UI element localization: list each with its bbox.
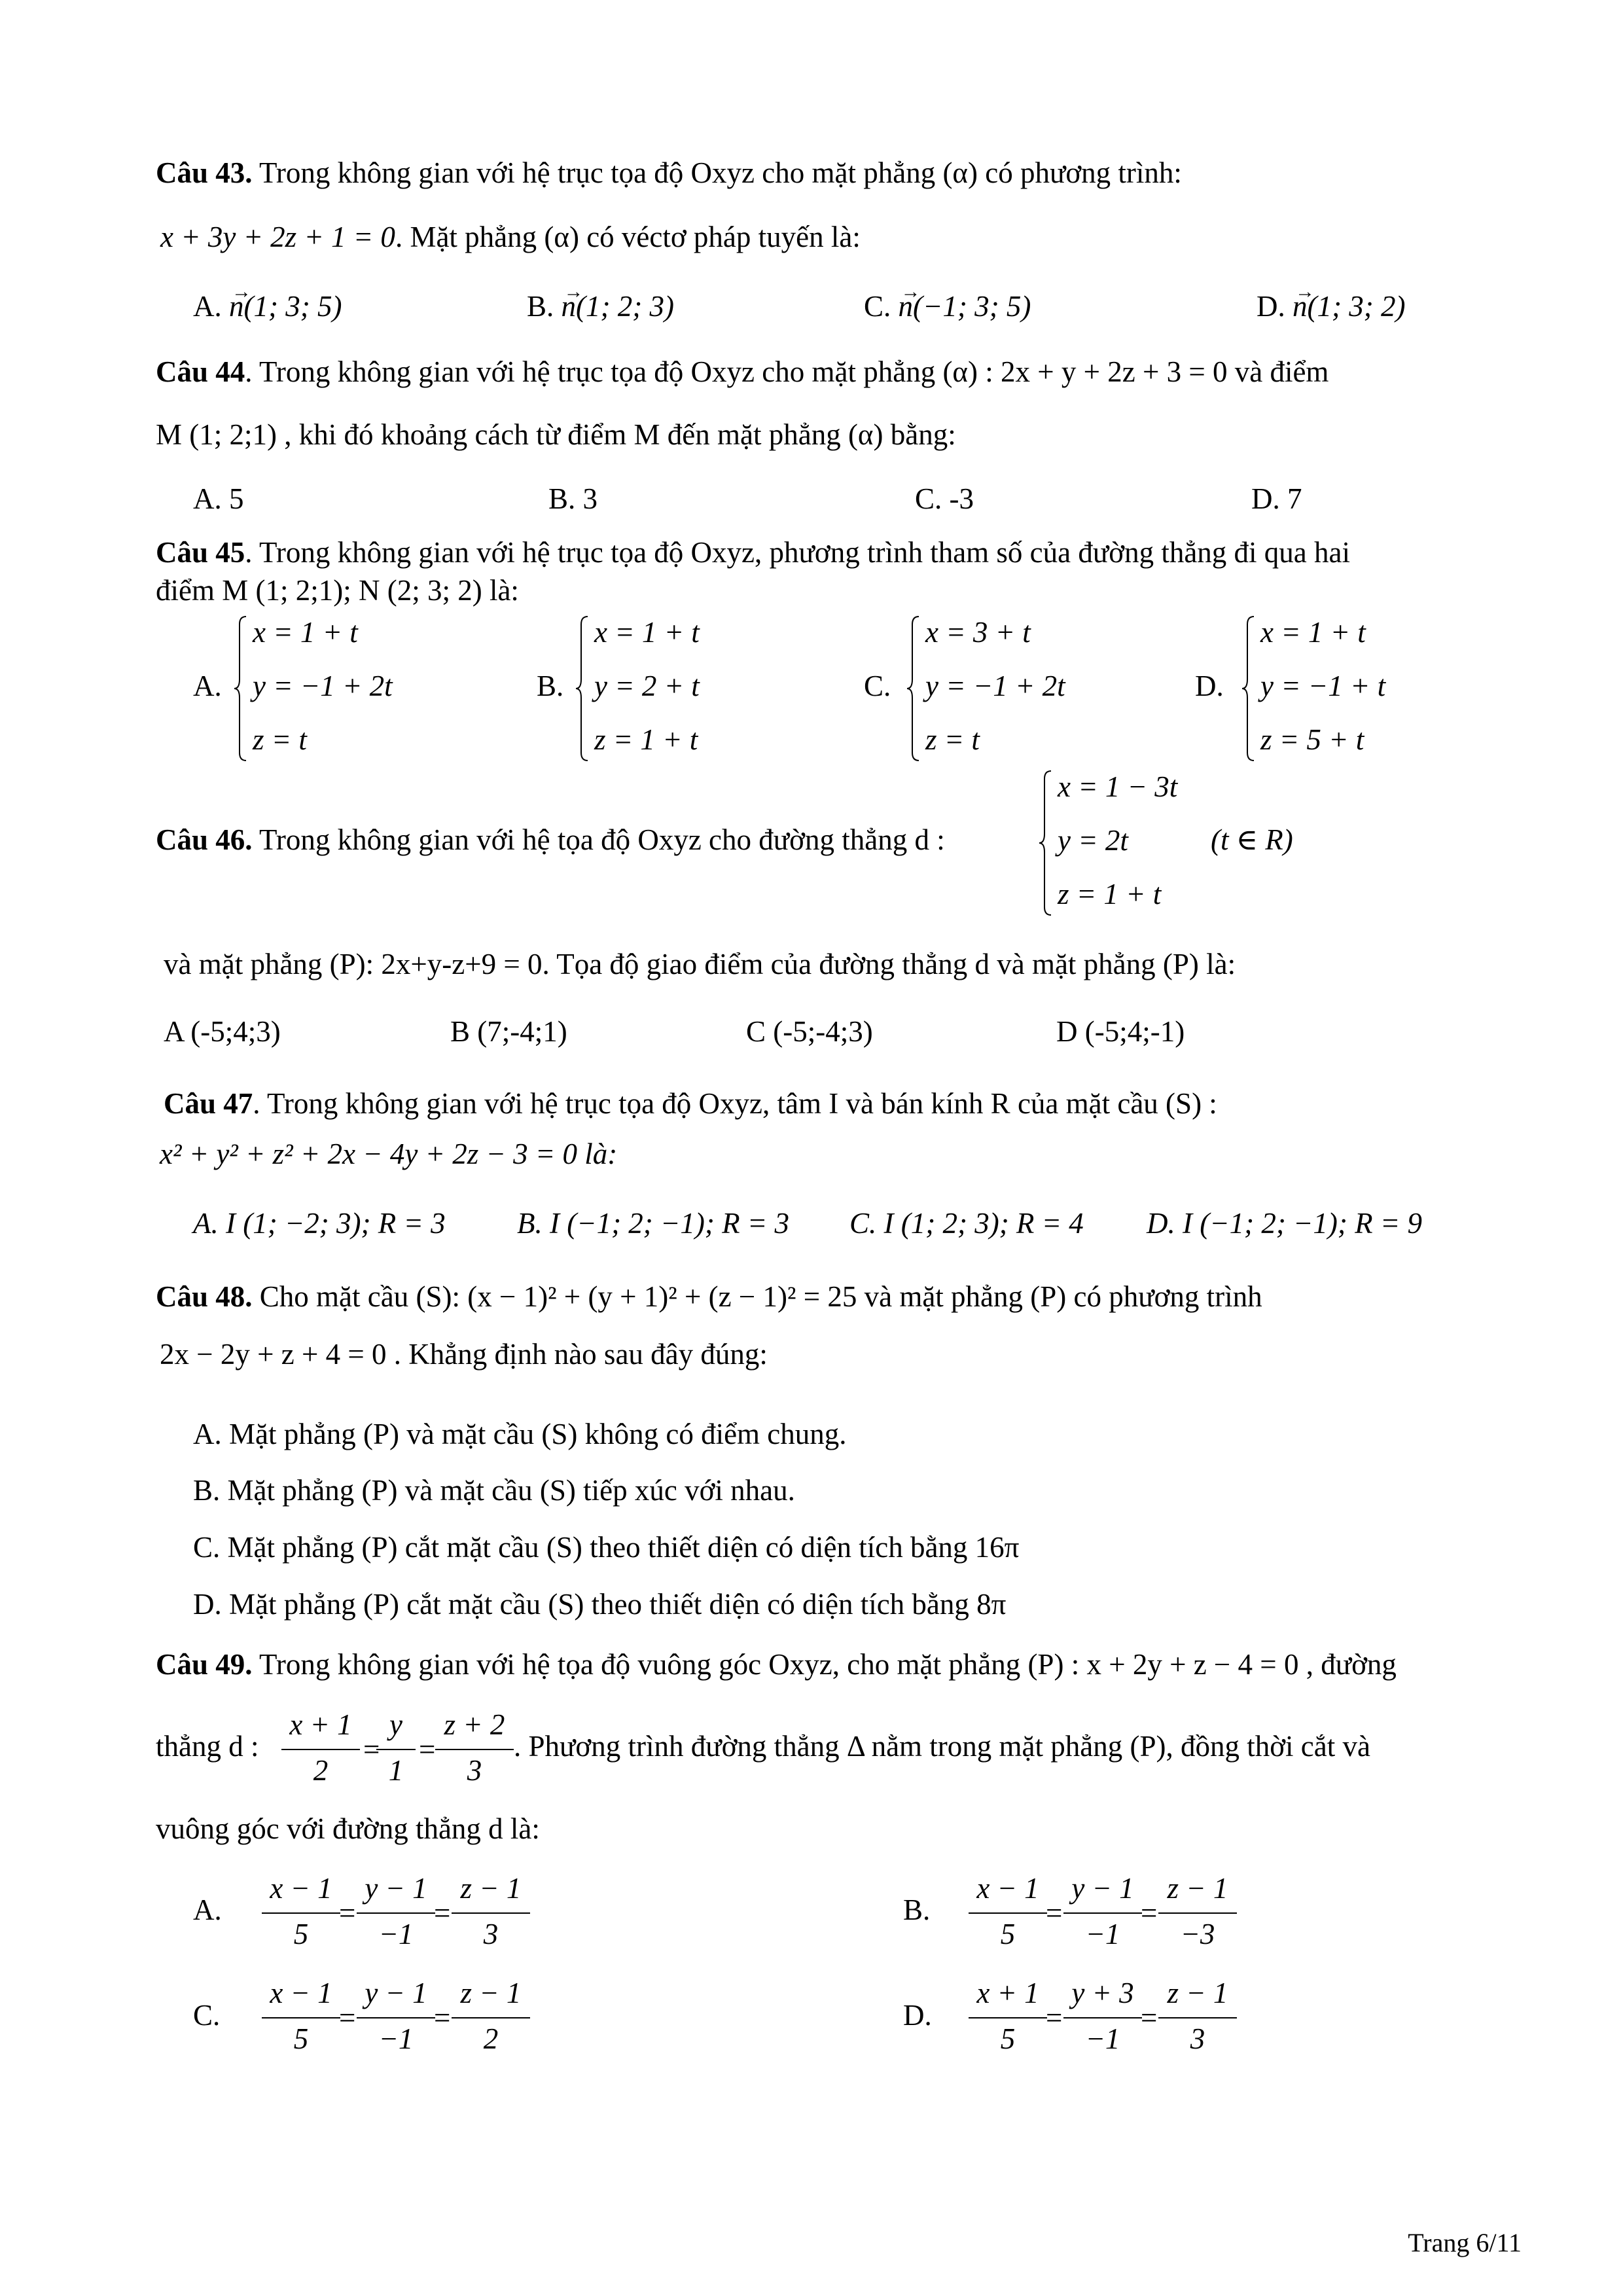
numerator: z − 1 [460, 1872, 522, 1905]
fraction [262, 1977, 340, 2055]
q46-text1: Trong không gian với hệ tọa độ Oxyz cho đường thẳng d : [252, 823, 945, 856]
denominator: 2 [483, 2022, 499, 2055]
q48-option-c[interactable]: C. Mặt phẳng (P) cắt mặt cầu (S) theo thiết diện có diện tích bằng 16π [193, 1531, 1020, 1564]
q47-equation: x² + y² + z² + 2x − 4y + 2z − 3 = 0 là: [160, 1138, 618, 1170]
equation-row: x = 1 + t [594, 616, 700, 649]
numerator: x + 1 [976, 1977, 1039, 2009]
option-letter: A. [193, 290, 229, 323]
equals-sign: = [1141, 1897, 1158, 1929]
denominator: 5 [293, 2022, 309, 2055]
q49-line2-start: thẳng d : [156, 1730, 259, 1763]
q45-line2 [156, 573, 519, 607]
denominator: 3 [1190, 2022, 1205, 2055]
fraction [435, 1708, 514, 1787]
denominator: −1 [1085, 2022, 1120, 2055]
q48-option-a[interactable]: A. Mặt phẳng (P) và mặt cầu (S) không có điểm chung. [193, 1418, 847, 1450]
q44-text1: . Trong không gian với hệ trục tọa độ Oxyz cho mặt phẳng (α) : 2x + y + 2z + 3 = 0 và điểm [245, 355, 1329, 388]
equation-row: x = 1 + t [1260, 616, 1366, 649]
equation-row: z = 1 + t [1058, 878, 1162, 910]
q46-option-a[interactable]: A (-5;4;3) [164, 1015, 281, 1048]
q46-option-b[interactable]: B (7;-4;1) [450, 1015, 567, 1048]
fraction [452, 1977, 530, 2055]
q45-option-d-system[interactable] [1241, 615, 1437, 762]
brace-icon [1038, 770, 1052, 916]
denominator: −1 [1085, 1918, 1120, 1950]
numerator: z + 2 [444, 1708, 505, 1741]
equation-row: x = 1 + t [253, 616, 358, 649]
equation-row: z = t [925, 723, 980, 756]
q48-text1: Cho mặt cầu (S): (x − 1)² + (y + 1)² + (z − 1)² = 25 và mặt phẳng (P) có phương trình [252, 1280, 1262, 1313]
q44-option-d[interactable]: D. 7 [1251, 482, 1302, 515]
fraction-bar [452, 2017, 530, 2018]
option-value: (−1; 3; 5) [913, 290, 1031, 323]
fraction-bar [969, 2017, 1047, 2018]
q48-line2: 2x − 2y + z + 4 = 0 . Khẳng định nào sau đây đúng: [160, 1338, 768, 1371]
vector-n: → n [562, 289, 577, 323]
q48-option-d[interactable]: D. Mặt phẳng (P) cắt mặt cầu (S) theo thiết diện có diện tích bằng 8π [193, 1588, 1007, 1621]
denominator: 5 [293, 1918, 309, 1950]
denominator: −1 [378, 2022, 414, 2055]
q43-line1 [156, 156, 1182, 190]
equation-row: y = −1 + t [1260, 670, 1386, 702]
denominator: 5 [1000, 1918, 1016, 1950]
q44-line2 [156, 418, 956, 452]
q47-option-c[interactable]: C. I (1; 2; 3); R = 4 [849, 1207, 1084, 1240]
brace-icon [906, 615, 920, 762]
fraction-bar [1063, 2017, 1142, 2018]
q48-option-b[interactable]: B. Mặt phẳng (P) và mặt cầu (S) tiếp xúc với nhau. [193, 1474, 795, 1507]
fraction-bar [1063, 1912, 1142, 1914]
equals-sign: = [1046, 2001, 1063, 2034]
equals-sign: = [339, 2001, 356, 2034]
q44-line1 [156, 355, 1329, 389]
q43-option-b[interactable] [527, 289, 674, 323]
option-letter: D. [1257, 290, 1293, 323]
equals-sign: = [363, 1733, 380, 1766]
equation-row: x = 1 − 3t [1058, 770, 1178, 803]
q43-option-a[interactable] [193, 289, 342, 323]
fraction [376, 1708, 416, 1787]
equals-sign: = [434, 2001, 451, 2034]
equals-sign: = [1141, 2001, 1158, 2034]
fraction-bar [969, 1912, 1047, 1914]
fraction [1063, 1872, 1142, 1950]
fraction [281, 1708, 360, 1787]
q44-text2: M (1; 2;1) , khi đó khoảng cách từ điểm M đến mặt phẳng (α) bằng: [156, 418, 956, 451]
q44-option-b[interactable]: B. 3 [548, 482, 598, 515]
q47-label: Câu 47 [164, 1087, 253, 1120]
equation-row: z = 1 + t [594, 723, 698, 756]
q43-equation: x + 3y + 2z + 1 = 0 [160, 221, 395, 253]
q49-line1 [156, 1647, 1397, 1681]
equation-row: y = −1 + 2t [253, 670, 393, 702]
equation-row: y = −1 + 2t [925, 670, 1065, 702]
numerator: x − 1 [270, 1872, 332, 1905]
fraction-bar [452, 1912, 530, 1914]
q43-option-c[interactable] [864, 289, 1031, 323]
q45-label: Câu 45 [156, 536, 245, 569]
equation-row: x = 3 + t [925, 616, 1031, 649]
q49-option-d-letter[interactable]: D. [903, 1999, 932, 2032]
q47-option-d[interactable]: D. I (−1; 2; −1); R = 9 [1147, 1207, 1422, 1240]
fraction [357, 1872, 435, 1950]
option-value: (1; 2; 3) [576, 290, 674, 323]
q45-text2: điểm M (1; 2;1); N (2; 3; 2) là: [156, 574, 519, 607]
numerator: x − 1 [976, 1872, 1039, 1905]
page-number: Trang 6/11 [1408, 2228, 1522, 2257]
fraction-bar [357, 2017, 435, 2018]
denominator: 3 [467, 1754, 482, 1787]
q46-line-d-system [1038, 770, 1234, 916]
q46-line2: và mặt phẳng (P): 2x+y-z+9 = 0. Tọa độ giao điểm của đường thẳng d và mặt phẳng (P) là: [164, 948, 1236, 980]
equals-sign: = [419, 1733, 436, 1766]
q43-text1: Trong không gian với hệ trục tọa độ Oxyz cho mặt phẳng (α) có phương trình: [252, 156, 1182, 189]
q44-option-c[interactable]: C. -3 [915, 482, 974, 515]
q47-option-a[interactable]: A. I (1; −2; 3); R = 3 [193, 1207, 446, 1240]
fraction-bar [376, 1749, 416, 1750]
fraction [1158, 1872, 1237, 1950]
equals-sign: = [434, 1897, 451, 1929]
q49-option-a-letter[interactable]: A. [193, 1893, 222, 1926]
fraction [969, 1977, 1047, 2055]
q43-text2: . Mặt phẳng (α) có véctơ pháp tuyến là: [395, 221, 861, 253]
numerator: z − 1 [460, 1977, 522, 2009]
q46-option-d[interactable]: D (-5;4;-1) [1056, 1015, 1185, 1048]
numerator: x − 1 [270, 1977, 332, 2009]
fraction [1063, 1977, 1142, 2055]
denominator: 5 [1000, 2022, 1016, 2055]
q43-label: Câu 43. [156, 156, 253, 189]
numerator: z − 1 [1167, 1872, 1228, 1905]
q48-label: Câu 48. [156, 1280, 253, 1313]
q43-line2 [160, 220, 861, 254]
fraction-bar [1158, 2017, 1237, 2018]
brace-icon [233, 615, 247, 762]
equals-sign: = [1046, 1897, 1063, 1929]
q49-label: Câu 49. [156, 1648, 253, 1681]
vector-n: → n [1293, 289, 1308, 323]
equals-sign: = [339, 1897, 356, 1929]
brace-icon [1241, 615, 1255, 762]
brace-icon [575, 615, 589, 762]
numerator: x + 1 [289, 1708, 352, 1741]
q43-option-d[interactable] [1257, 289, 1405, 323]
fraction-bar [435, 1749, 514, 1750]
numerator: y + 3 [1071, 1977, 1134, 2009]
q45-line1 [156, 535, 1350, 569]
equation-row: y = 2t [1058, 824, 1128, 857]
q49-line2-end: . Phương trình đường thẳng Δ nằm trong mặt phẳng (P), đồng thời cắt và [514, 1730, 1370, 1763]
q46-line1 [156, 823, 945, 857]
fraction [452, 1872, 530, 1950]
fraction [1158, 1977, 1237, 2055]
denominator: 2 [313, 1754, 329, 1787]
equation-row: y = 2 + t [594, 670, 700, 702]
q45-option-a-letter[interactable]: A. [193, 670, 222, 702]
option-value: (1; 3; 2) [1307, 290, 1406, 323]
q48-line1 [156, 1280, 1262, 1314]
option-letter: C. [864, 290, 899, 323]
q45-option-d-letter[interactable]: D. [1195, 670, 1224, 702]
equation-row: z = 5 + t [1260, 723, 1364, 756]
fraction-bar [357, 1912, 435, 1914]
q49-text1: Trong không gian với hệ tọa độ vuông góc Oxyz, cho mặt phẳng (P) : x + 2y + z − 4 = 0 , đường [252, 1648, 1397, 1681]
q49-line3: vuông góc với đường thẳng d là: [156, 1812, 540, 1845]
numerator: y − 1 [365, 1872, 427, 1905]
q45-option-a-system[interactable] [233, 615, 429, 762]
numerator: z − 1 [1167, 1977, 1228, 2009]
numerator: y − 1 [365, 1977, 427, 2009]
vector-n: → n [899, 289, 914, 323]
q49-option-b-letter[interactable]: B. [903, 1893, 931, 1926]
fraction-bar [262, 2017, 340, 2018]
q46-param: (t ∈ R) [1211, 823, 1293, 856]
q47-option-b[interactable]: B. I (−1; 2; −1); R = 3 [517, 1207, 789, 1240]
q45-option-c-system[interactable] [906, 615, 1102, 762]
fraction-bar [262, 1912, 340, 1914]
denominator: 1 [388, 1754, 404, 1787]
q44-option-a[interactable]: A. 5 [193, 482, 244, 515]
q46-label: Câu 46. [156, 823, 253, 856]
denominator: −3 [1180, 1918, 1215, 1950]
q45-option-b-letter[interactable]: B. [537, 670, 564, 702]
q49-option-c-letter[interactable]: C. [193, 1999, 221, 2032]
q44-label: Câu 44 [156, 355, 245, 388]
equation-row: z = t [253, 723, 307, 756]
option-letter: B. [527, 290, 562, 323]
numerator: y [389, 1708, 402, 1741]
q47-text1: . Trong không gian với hệ trục tọa độ Oxyz, tâm I và bán kính R của mặt cầu (S) : [253, 1087, 1217, 1120]
fraction [262, 1872, 340, 1950]
vector-n: → n [229, 289, 244, 323]
q47-line1 [164, 1086, 1217, 1121]
q46-option-c[interactable]: C (-5;-4;3) [746, 1015, 873, 1048]
fraction-bar [281, 1749, 360, 1750]
q45-option-b-system[interactable] [575, 615, 771, 762]
denominator: 3 [483, 1918, 499, 1950]
fraction [357, 1977, 435, 2055]
fraction [969, 1872, 1047, 1950]
q45-option-c-letter[interactable]: C. [864, 670, 891, 702]
q45-text1: . Trong không gian với hệ trục tọa độ Oxyz, phương trình tham số của đường thẳng đi qua hai [245, 536, 1350, 569]
numerator: y − 1 [1071, 1872, 1134, 1905]
fraction-bar [1158, 1912, 1237, 1914]
denominator: −1 [378, 1918, 414, 1950]
option-value: (1; 3; 5) [243, 290, 342, 323]
